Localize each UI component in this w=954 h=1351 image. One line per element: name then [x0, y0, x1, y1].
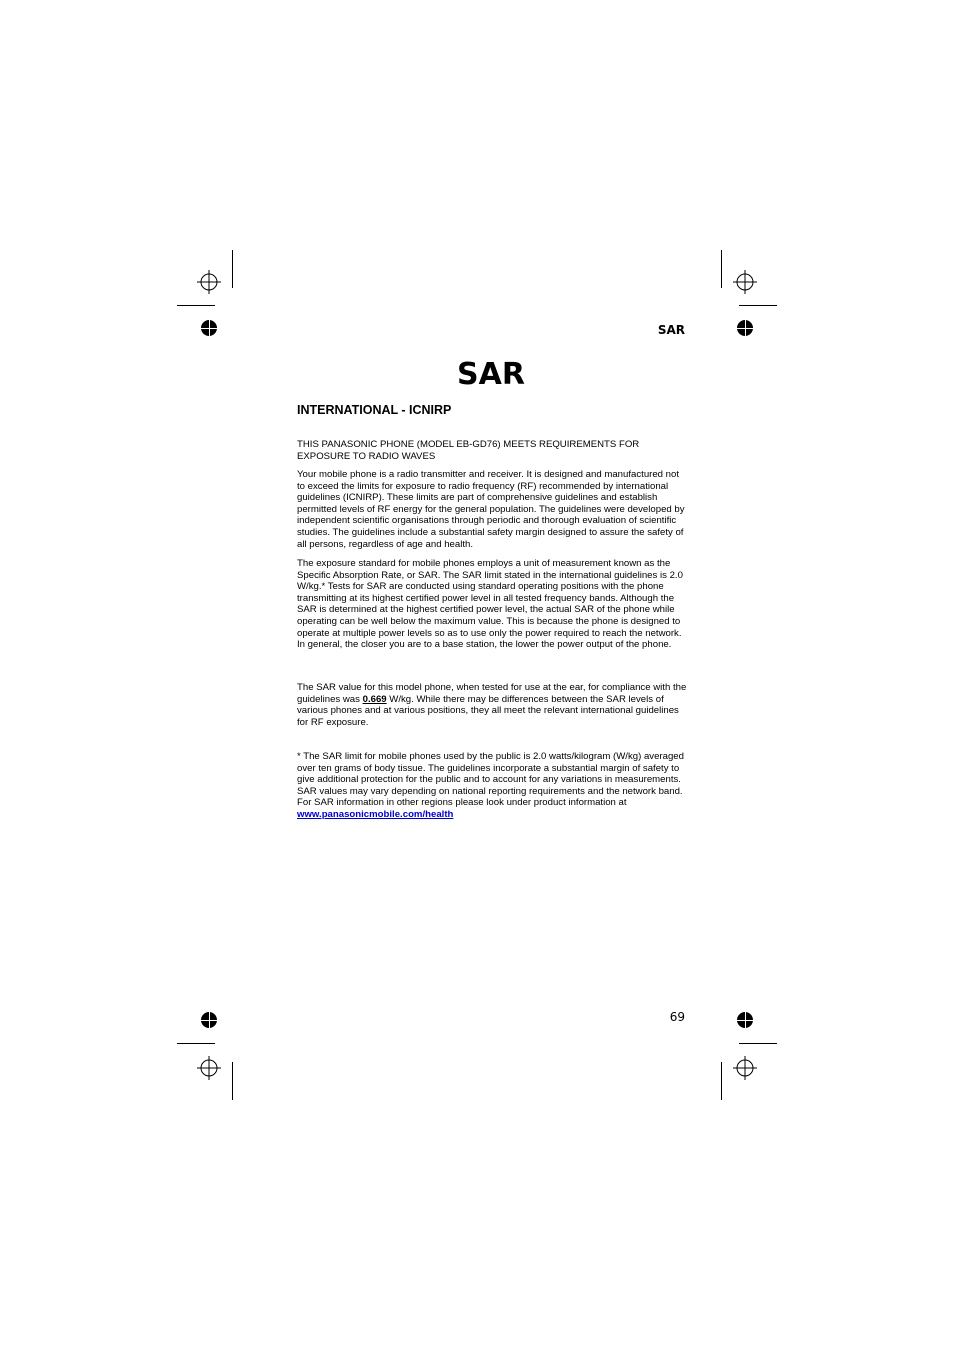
- crop-mark-top-left-vertical: [232, 250, 233, 288]
- sar-value: 0.669: [362, 693, 387, 705]
- registration-dot-icon: [201, 320, 217, 336]
- paragraph-3-after: W/kg. While there may be differences between the SAR levels of various phones and at various positions, they all meet the relevant international guidelines for RF exposure.: [297, 693, 679, 728]
- registration-crosshair-icon: [733, 270, 757, 294]
- paragraph-3-block: [297, 682, 689, 728]
- footnote-block: [297, 751, 689, 821]
- registration-crosshair-icon: [197, 1056, 221, 1080]
- crop-mark-bottom-left-horizontal: [177, 1043, 215, 1044]
- section-heading: INTERNATIONAL - ICNIRP: [297, 403, 452, 417]
- footnote: [297, 751, 689, 821]
- paragraph-3-before: The SAR value for this model phone, when tested for use at the ear, for compliance with the guidelines was: [297, 682, 687, 705]
- crop-mark-top-right-horizontal: [739, 305, 777, 306]
- page-title: SAR: [457, 357, 525, 392]
- crop-mark-bottom-right-vertical: [721, 1062, 722, 1100]
- intro-caps-text: [297, 439, 689, 462]
- registration-crosshair-icon: [197, 270, 221, 294]
- crop-mark-bottom-right-horizontal: [739, 1043, 777, 1044]
- registration-dot-icon: [737, 1012, 753, 1028]
- intro-caps: THIS PANASONIC PHONE (MODEL EB-GD76) MEETS REQUIREMENTS FOR EXPOSURE TO RADIO WAVES: [297, 439, 640, 462]
- paragraph-1-block: [297, 469, 689, 550]
- paragraph-2: The exposure standard for mobile phones employs a unit of measurement known as the Specific Absorption Rate, or SAR. The SAR limit stated in the international guidelines is 2.0 W/kg.* Tests for SAR are conducted using standard operating positions with the phone transmitting at its highest certified power level in all tested frequency bands. Although the SAR is determined at the highest certified power level, the actual SAR of the phone while operating can be well below the maximum value. This is because the phone is designed to operate at multiple power levels so as to use only the power required to reach the network. In general, the closer you are to a base station, the lower the power output of the phone.: [297, 558, 683, 651]
- paragraph-1: Your mobile phone is a radio transmitter and receiver. It is designed and manufactured not to exceed the limits for exposure to radio frequency (RF) recommended by international guidelines (ICNIRP). These limits are part of comprehensive guidelines and establish permitted levels of RF energy for the general population. The guidelines were developed by independent scientific organisations through periodic and thorough evaluation of scientific studies. The guidelines include a substantial safety margin designed to assure the safety of all persons, regardless of age and health.: [297, 469, 685, 550]
- footnote-text: * The SAR limit for mobile phones used by the public is 2.0 watts/kilogram (W/kg) averaged over ten grams of body tissue. The guidelines incorporate a substantial margin of safety to give additional protection for the public and to account for any variations in measurements. SAR values may vary depending on national reporting requirements and the network band. For SAR information in other regions please look under product information at: [297, 751, 684, 809]
- registration-crosshair-icon: [733, 1056, 757, 1080]
- registration-dot-icon: [737, 320, 753, 336]
- crop-mark-top-right-vertical: [721, 250, 722, 288]
- running-head: SAR: [657, 323, 685, 337]
- paragraph-2-block: [297, 558, 689, 651]
- paragraph-3: [297, 682, 689, 728]
- page-number: 69: [669, 1010, 685, 1024]
- registration-dot-icon: [201, 1012, 217, 1028]
- crop-mark-bottom-left-vertical: [232, 1062, 233, 1100]
- health-link[interactable]: www.panasonicmobile.com/health: [297, 808, 454, 820]
- crop-mark-top-left-horizontal: [177, 305, 215, 306]
